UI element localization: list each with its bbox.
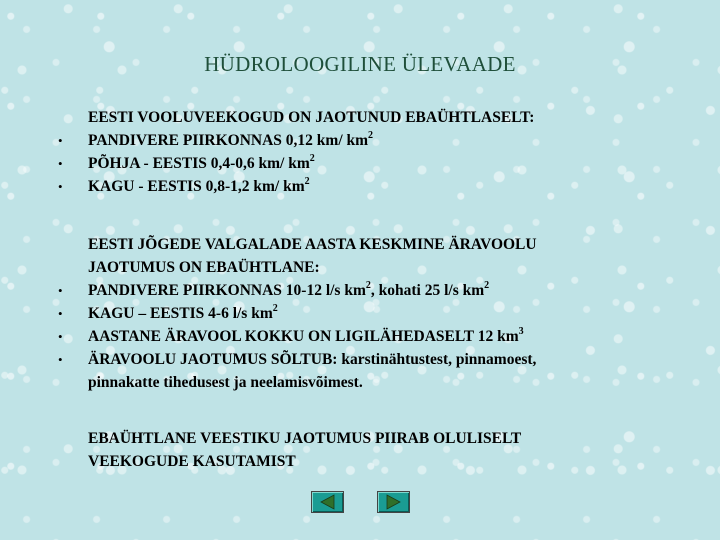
superscript: 3 xyxy=(518,325,524,337)
conclusion-line: VEEKOGUDE KASUTAMIST xyxy=(88,453,296,470)
list-item-text: PANDIVERE PIIRKONNAS 0,12 km/ km xyxy=(88,132,369,149)
section-heading: EESTI JÕGEDE VALGALADE AASTA KESKMINE ÄRAVOOLU xyxy=(88,236,537,253)
section-drainage-density xyxy=(88,106,534,198)
triangle-left-icon xyxy=(312,492,343,512)
list-item xyxy=(88,175,534,198)
list-item-cont: pinnakatte tihedusest ja neelamisvõimest. xyxy=(88,374,363,391)
list-item xyxy=(88,152,534,175)
slide-title: HÜDROLOOGILINE ÜLEVAADE xyxy=(204,52,516,76)
list-item-text: KAGU – EESTIS 4-6 l/s km xyxy=(88,305,273,322)
superscript: 2 xyxy=(272,302,278,314)
superscript: 2 xyxy=(484,279,490,291)
list-item xyxy=(88,348,537,371)
previous-slide-button[interactable] xyxy=(311,491,344,513)
list-item-text: ÄRAVOOLU JAOTUMUS SÕLTUB: karstinähtustest, pinnamoest, xyxy=(88,351,537,368)
triangle-right-icon xyxy=(378,492,409,512)
superscript: 2 xyxy=(365,279,371,291)
section-runoff xyxy=(88,233,537,394)
conclusion-line: EBAÜHTLANE VEESTIKU JAOTUMUS PIIRAB OLULISELT xyxy=(88,430,522,447)
superscript: 2 xyxy=(309,152,315,164)
list-item-text: PÕHJA - EESTIS 0,4-0,6 km/ km xyxy=(88,155,310,172)
list-item-text: AASTANE ÄRAVOOL KOKKU ON LIGILÄHEDASELT 12 km xyxy=(88,328,519,345)
superscript: 2 xyxy=(304,175,310,187)
list-item xyxy=(88,279,537,302)
section-heading-cont: JAOTUMUS ON EBAÜHTLANE: xyxy=(88,259,320,276)
section-conclusion xyxy=(88,427,521,473)
superscript: 2 xyxy=(368,129,374,141)
next-slide-button[interactable] xyxy=(377,491,410,513)
section-heading: EESTI VOOLUVEEKOGUD ON JAOTUNUD EBAÜHTLASELT: xyxy=(88,109,535,126)
list-item-text: , kohati 25 l/s km xyxy=(370,282,485,299)
list-item-text: PANDIVERE PIIRKONNAS 10-12 l/s km xyxy=(88,282,366,299)
list-item xyxy=(88,325,537,348)
list-item xyxy=(88,129,534,152)
list-item xyxy=(88,302,537,325)
list-item-text: KAGU - EESTIS 0,8-1,2 km/ km xyxy=(88,178,305,195)
